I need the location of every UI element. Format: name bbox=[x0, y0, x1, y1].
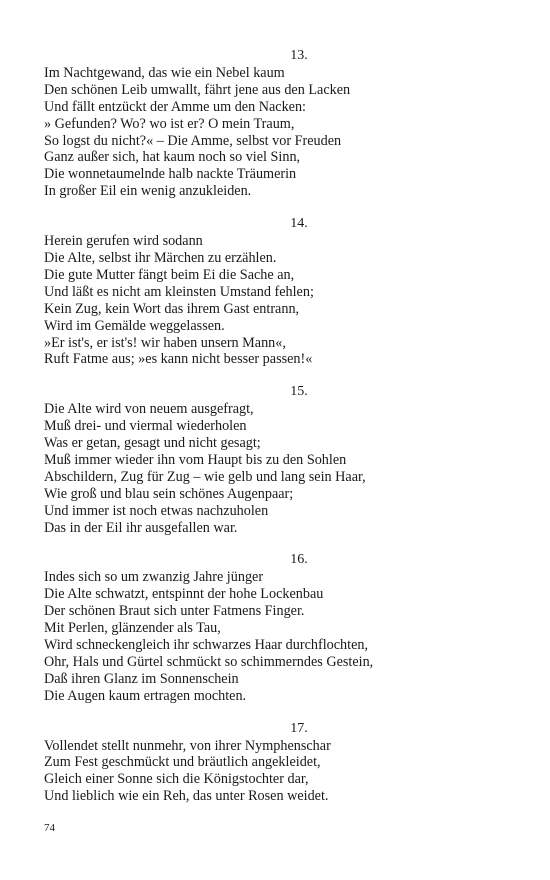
verse-line: Gleich einer Sonne sich die Königstochter dar, bbox=[44, 771, 309, 788]
verse-line: Die Alte, selbst ihr Märchen zu erzählen. bbox=[44, 249, 277, 266]
verse-line: So logst du nicht?« – Die Amme, selbst vor Freuden bbox=[44, 132, 342, 149]
verse-line: Muß immer wieder ihn vom Haupt bis zu den Sohlen bbox=[44, 451, 347, 468]
verse-line: Ruft Fatme aus; »es kann nicht besser passen!« bbox=[44, 351, 313, 368]
verse-line: Wird schneckengleich ihr schwarzes Haar durchflochten, bbox=[44, 637, 369, 653]
verse-line: »Er ist's, er ist's! wir haben unsern Mann«, bbox=[44, 334, 286, 351]
verse-line: Zum Fest geschmückt und bräutlich angekleidet, bbox=[44, 754, 321, 771]
verse-line: Und läßt es nicht am kleinsten Umstand fehlen; bbox=[44, 283, 314, 300]
stanza bbox=[44, 721, 514, 806]
verse-line: Der schönen Braut sich unter Fatmens Finger. bbox=[44, 603, 305, 620]
verse-line: In großer Eil ein wenig anzukleiden. bbox=[44, 183, 252, 200]
verse-line: Muß drei- und viermal wiederholen bbox=[44, 418, 247, 435]
verse-line: Daß ihren Glanz im Sonnenschein bbox=[44, 670, 239, 687]
verse-line: Vollendet stellt nunmehr, von ihrer Nymphenschar bbox=[44, 737, 331, 754]
stanza bbox=[44, 384, 514, 536]
verse-line: Ohr, Hals und Gürtel schmückt so schimmerndes Gestein, bbox=[44, 653, 374, 670]
verse-line: Wird im Gemälde weggelassen. bbox=[44, 317, 225, 334]
verse-line: Abschildern, Zug für Zug – wie gelb und lang sein Haar, bbox=[44, 468, 366, 485]
stanza-number: 15. bbox=[290, 384, 308, 400]
stanza bbox=[44, 552, 514, 704]
verse-line: Wie groß und blau sein schönes Augenpaar; bbox=[44, 485, 294, 502]
verse-line: » Gefunden? Wo? wo ist er? O mein Traum, bbox=[44, 115, 295, 132]
stanza-number: 16. bbox=[290, 552, 308, 568]
page-number: 74 bbox=[44, 822, 55, 834]
verse-line: Die Alte wird von neuem ausgefragt, bbox=[44, 401, 254, 418]
stanza-number: 17. bbox=[290, 720, 308, 736]
verse-line: Das in der Eil ihr ausgefallen war. bbox=[44, 519, 238, 536]
verse-line: Im Nachtgewand, das wie ein Nebel kaum bbox=[44, 64, 285, 81]
verse-line: Und fällt entzückt der Amme um den Nacken: bbox=[44, 98, 306, 115]
verse-line: Und lieblich wie ein Reh, das unter Rosen weidet. bbox=[44, 788, 329, 805]
stanza-number: 14. bbox=[290, 216, 308, 232]
poem-page bbox=[44, 48, 514, 821]
verse-line: Die gute Mutter fängt beim Ei die Sache an, bbox=[44, 266, 295, 283]
verse-line: Mit Perlen, glänzender als Tau, bbox=[44, 620, 221, 637]
verse-line: Die wonnetaumelnde halb nackte Träumerin bbox=[44, 166, 297, 183]
verse-line: Die Augen kaum ertragen mochten. bbox=[44, 687, 247, 704]
stanza-number: 13. bbox=[290, 48, 308, 63]
verse-line: Den schönen Leib umwallt, fährt jene aus den Lacken bbox=[44, 81, 351, 98]
verse-line: Was er getan, gesagt und nicht gesagt; bbox=[44, 435, 261, 452]
verse-line: Herein gerufen wird sodann bbox=[44, 233, 203, 250]
verse-line: Ganz außer sich, hat kaum noch so viel Sinn, bbox=[44, 149, 301, 166]
stanza bbox=[44, 216, 514, 368]
verse-line: Die Alte schwatzt, entspinnt der hohe Lockenbau bbox=[44, 586, 324, 603]
stanza bbox=[44, 48, 514, 200]
verse-line: Kein Zug, kein Wort das ihrem Gast entrann, bbox=[44, 300, 300, 317]
verse-line: Indes sich so um zwanzig Jahre jünger bbox=[44, 569, 264, 586]
verse-line: Und immer ist noch etwas nachzuholen bbox=[44, 502, 269, 519]
